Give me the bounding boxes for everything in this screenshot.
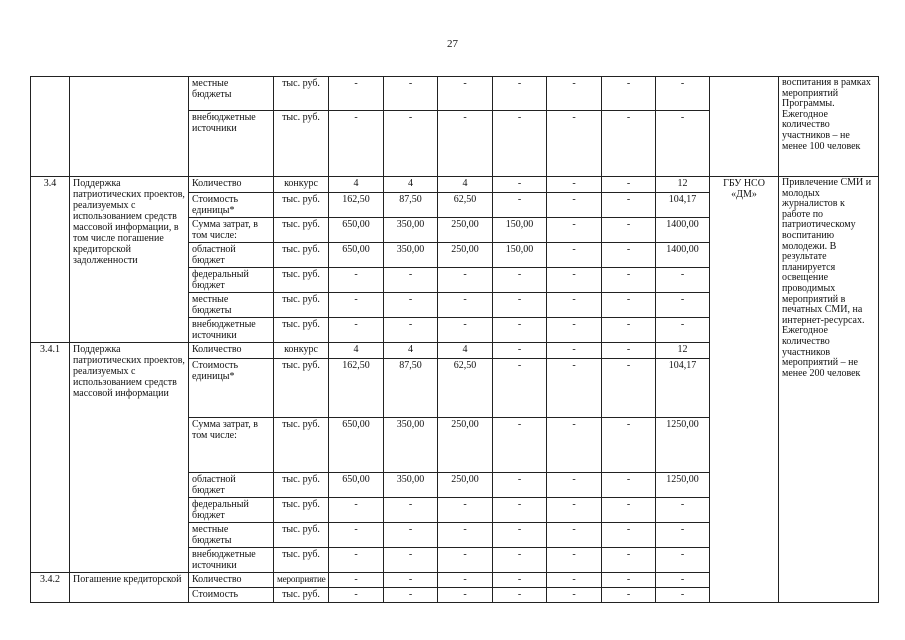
table-row: Стоимость единицы* тыс. руб. 162,50 87,50 62,50 - - - 104,17 — [31, 359, 879, 418]
table-row: федеральный бюджет тыс. руб. - - - - - - - — [31, 268, 879, 293]
section-number-cell: 3.4.2 — [31, 573, 70, 603]
section-title-cell: Поддержка патриотических проектов, реализуемых с использованием средств массовой информации — [70, 343, 189, 573]
table-row: 3.4.1 Поддержка патриотических проектов, реализуемых с использованием средств массовой информации Количество конкурс 4 4 4 - - - 12 — [31, 343, 879, 359]
table-row: внебюджетные источники тыс. руб. - - - - - - - — [31, 111, 879, 177]
table-row: внебюджетные источники тыс. руб. - - - - - - - — [31, 318, 879, 343]
table-row: местные бюджеты тыс. руб. - - - - - - - — [31, 293, 879, 318]
section-title-cell: Поддержка патриотических проектов, реализуемых с использованием средств массовой информации, в том числе погашение кредиторской задолженности — [70, 177, 189, 343]
executor-cell — [710, 77, 779, 177]
table-row: Стоимость единицы* тыс. руб. 162,50 87,50 62,50 - - - 104,17 — [31, 193, 879, 218]
table-row: Стоимость тыс. руб. - - - - - - - — [31, 588, 879, 603]
section-title-cell — [70, 77, 189, 177]
table-row: областной бюджет тыс. руб. 650,00 350,00 250,00 150,00 - - 1400,00 — [31, 243, 879, 268]
table-row: Сумма затрат, в том числе: тыс. руб. 650,00 350,00 250,00 150,00 - - 1400,00 — [31, 218, 879, 243]
table-row: областной бюджет тыс. руб. 650,00 350,00 250,00 - - - 1250,00 — [31, 473, 879, 498]
indicator-cell: местные бюджеты — [189, 77, 274, 111]
program-activities-table — [30, 76, 879, 603]
section-number-cell: 3.4.1 — [31, 343, 70, 573]
table-row: федеральный бюджет тыс. руб. - - - - - - - — [31, 498, 879, 523]
table-row: Сумма затрат, в том числе: тыс. руб. 650,00 350,00 250,00 - - - 1250,00 — [31, 418, 879, 473]
result-cell: Привлечение СМИ и молодых журналистов к работе по патриотическому воспитанию молодежи. В результате планируется освещение проводимых мероприятий в печатных СМИ, на интернет-ресурсах. Ежегодное количество участников мероприятий – не менее 200 человек — [779, 177, 879, 603]
table-row: местные бюджеты тыс. руб. - - - - - - - — [31, 523, 879, 548]
section-number-cell: 3.4 — [31, 177, 70, 343]
section-title-cell: Погашение кредиторской — [70, 573, 189, 603]
executor-cell: ГБУ НСО «ДМ» — [710, 177, 779, 603]
section-number-cell — [31, 77, 70, 177]
page-number: 27 — [447, 38, 458, 50]
table-row: 3.4 Поддержка патриотических проектов, реализуемых с использованием средств массовой информации, в том числе погашение кредиторской задолженности Количество конкурс 4 4 4 - - - 12 ГБУ НСО «ДМ» Привлечение СМИ и молодых журналистов к работе по патриотическому воспитанию молодежи. В результате планируется освещение проводимых мероприятий в печатных СМИ, на интернет-ресурсах. Ежегодное количество участников мероприятий – не менее 200 человек — [31, 177, 879, 193]
table-row: местные бюджеты тыс. руб. - - - - - - - воспитания в рамках мероприятий Программы. Ежегодное количество участников – не менее 100 человек — [31, 77, 879, 111]
table-row: 3.4.2 Погашение кредиторской Количество мероприятие - - - - - - - — [31, 573, 879, 588]
result-cell: воспитания в рамках мероприятий Программы. Ежегодное количество участников – не менее 100 человек — [779, 77, 879, 177]
table-row: внебюджетные источники тыс. руб. - - - - - - - — [31, 548, 879, 573]
unit-cell: тыс. руб. — [274, 77, 329, 111]
